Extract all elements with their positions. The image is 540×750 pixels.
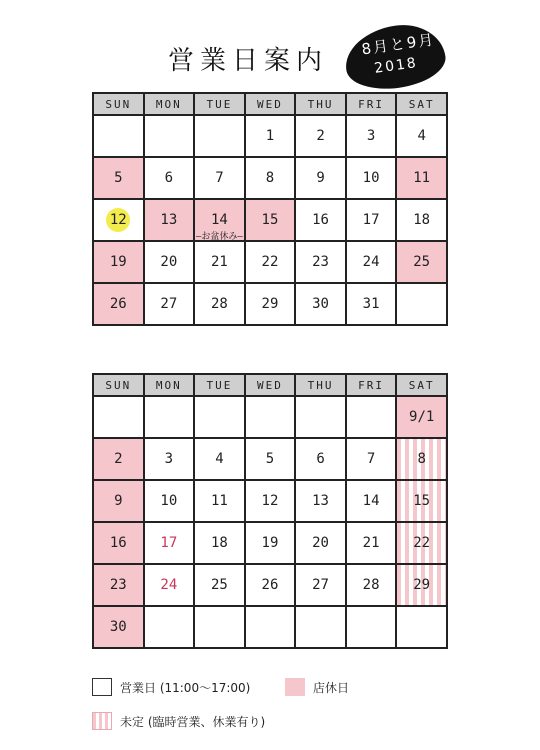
day-number: 11 [413, 170, 431, 186]
day-cell [144, 522, 195, 564]
day-number: 1 [265, 128, 275, 144]
day-number: 9 [114, 493, 123, 509]
day-number: 4 [417, 128, 426, 144]
day-number: 4 [215, 451, 224, 467]
day-cell [194, 438, 245, 480]
day-cell [295, 564, 346, 606]
day-cell [346, 283, 397, 325]
day-number: 26 [109, 296, 127, 312]
badge-year: 2018 [373, 54, 419, 77]
empty-cell [93, 396, 144, 438]
weekday-header-row [93, 374, 447, 396]
day-cell [194, 480, 245, 522]
day-number: 28 [362, 577, 380, 593]
weekday-header-row [93, 93, 447, 115]
legend-closed-label: 店休日 [313, 681, 350, 695]
week-row [93, 396, 447, 438]
empty-cell [245, 606, 296, 648]
empty-cell [194, 606, 245, 648]
day-number: 30 [109, 619, 127, 635]
day-cell [194, 564, 245, 606]
day-cell [396, 438, 447, 480]
day-cell [245, 157, 296, 199]
day-cell [245, 438, 296, 480]
day-number: 29 [261, 296, 279, 312]
day-cell [194, 199, 245, 241]
weekday-sun: SUN [93, 374, 144, 396]
badge-months: 8月と9月 [360, 30, 437, 59]
day-cell [346, 480, 397, 522]
day-number: 9 [316, 170, 325, 186]
day-cell [295, 199, 346, 241]
day-cell [245, 115, 296, 157]
day-number: 27 [312, 577, 329, 593]
day-cell [295, 522, 346, 564]
day-number: 15 [261, 212, 279, 228]
calendar-august [92, 92, 448, 326]
weekday-wed: WED [245, 374, 296, 396]
day-cell [346, 522, 397, 564]
day-cell [295, 241, 346, 283]
day-cell [295, 157, 346, 199]
week-row [93, 199, 447, 241]
day-number: 24 [160, 577, 178, 593]
day-number: 18 [210, 535, 228, 551]
day-cell [194, 241, 245, 283]
day-cell [396, 115, 447, 157]
empty-cell [396, 283, 447, 325]
day-cell [144, 241, 195, 283]
day-cell [295, 480, 346, 522]
day-number: 19 [261, 535, 279, 551]
day-cell [93, 480, 144, 522]
day-number: 10 [362, 170, 380, 186]
empty-cell [295, 396, 346, 438]
page-title: 営業日案内 [168, 46, 329, 76]
day-cell [346, 241, 397, 283]
day-number: 25 [413, 254, 431, 270]
week-row [93, 157, 447, 199]
day-number: 10 [160, 493, 178, 509]
day-cell [295, 283, 346, 325]
day-number: 5 [265, 451, 275, 467]
day-number: 15 [413, 493, 431, 509]
day-cell [295, 438, 346, 480]
day-cell [93, 564, 144, 606]
day-number: 6 [316, 451, 325, 467]
day-number: 29 [413, 577, 431, 593]
week-row [93, 522, 447, 564]
day-number: 19 [109, 254, 127, 270]
day-number: 21 [362, 535, 380, 551]
day-number: 2 [316, 128, 325, 144]
day-number: 22 [261, 254, 279, 270]
day-number: 5 [114, 170, 123, 186]
week-row [93, 564, 447, 606]
weekday-tue: TUE [194, 93, 245, 115]
weekday-sat: SAT [396, 93, 447, 115]
legend-undecided-label: 未定 (臨時営業、休業有り) [120, 715, 266, 729]
day-number: 7 [366, 451, 376, 467]
day-number: 31 [362, 296, 380, 312]
week-row [93, 480, 447, 522]
day-number: 2 [114, 451, 123, 467]
day-cell [144, 564, 195, 606]
calendar-september [92, 373, 448, 649]
day-cell [396, 157, 447, 199]
day-number: 26 [261, 577, 279, 593]
day-cell [245, 199, 296, 241]
legend-undecided-swatch [92, 712, 112, 730]
weekday-fri: FRI [346, 374, 397, 396]
day-number: 22 [413, 535, 431, 551]
day-number: 12 [261, 493, 279, 509]
day-cell [194, 283, 245, 325]
day-number: 25 [210, 577, 228, 593]
day-number: 18 [413, 212, 431, 228]
day-cell [396, 564, 447, 606]
day-number: 6 [164, 170, 174, 186]
day-cell [396, 199, 447, 241]
day-cell [396, 522, 447, 564]
day-cell [245, 564, 296, 606]
week-row [93, 115, 447, 157]
weekday-thu: THU [295, 374, 346, 396]
empty-cell [245, 396, 296, 438]
day-number: 17 [160, 535, 178, 551]
day-number: 13 [160, 212, 178, 228]
empty-cell [396, 606, 447, 648]
weekday-thu: THU [295, 93, 346, 115]
empty-cell [93, 115, 144, 157]
day-cell [144, 480, 195, 522]
weekday-wed: WED [245, 93, 296, 115]
day-note: —お盆休み— [195, 232, 243, 242]
day-number: 14 [210, 212, 228, 228]
day-number: 21 [210, 254, 228, 270]
week-row [93, 241, 447, 283]
day-number: 16 [312, 212, 329, 228]
day-number: 23 [109, 577, 127, 593]
day-number: 8 [265, 170, 275, 186]
day-cell [144, 199, 195, 241]
empty-cell [194, 115, 245, 157]
day-cell [346, 564, 397, 606]
empty-cell [346, 606, 397, 648]
weekday-fri: FRI [346, 93, 397, 115]
day-cell [93, 438, 144, 480]
day-number: 12 [106, 208, 130, 232]
month-badge [341, 19, 449, 94]
empty-cell [144, 606, 195, 648]
week-row [93, 438, 447, 480]
weekday-sun: SUN [93, 93, 144, 115]
day-cell [346, 438, 397, 480]
week-row [93, 606, 447, 648]
day-number: 9/1 [409, 409, 435, 425]
day-cell [396, 241, 447, 283]
day-cell [93, 157, 144, 199]
day-number: 11 [210, 493, 228, 509]
empty-cell [295, 606, 346, 648]
empty-cell [194, 396, 245, 438]
day-cell [144, 283, 195, 325]
legend-business-swatch [92, 678, 112, 696]
weekday-sat: SAT [396, 374, 447, 396]
empty-cell [346, 396, 397, 438]
day-cell [194, 522, 245, 564]
day-number: 8 [417, 451, 426, 467]
legend-closed-swatch [285, 678, 305, 696]
weekday-tue: TUE [194, 374, 245, 396]
empty-cell [144, 115, 195, 157]
day-number: 20 [160, 254, 178, 270]
day-cell [346, 115, 397, 157]
empty-cell [144, 396, 195, 438]
day-number: 14 [362, 493, 380, 509]
day-cell [245, 283, 296, 325]
legend-business-label: 営業日 (11:00〜17:00) [120, 681, 251, 695]
day-cell [245, 241, 296, 283]
day-cell [295, 115, 346, 157]
day-number: 24 [362, 254, 380, 270]
day-number: 23 [312, 254, 329, 270]
day-number: 17 [362, 212, 380, 228]
weekday-mon: MON [144, 93, 195, 115]
day-number: 3 [366, 128, 376, 144]
day-cell [396, 396, 447, 438]
day-cell [346, 157, 397, 199]
day-cell [245, 522, 296, 564]
day-number: 16 [109, 535, 127, 551]
day-cell [144, 157, 195, 199]
day-cell [93, 283, 144, 325]
day-cell [245, 480, 296, 522]
day-cell [93, 606, 144, 648]
day-cell [93, 199, 144, 241]
day-cell [346, 199, 397, 241]
day-number: 20 [312, 535, 329, 551]
day-number: 7 [215, 170, 224, 186]
day-cell [144, 438, 195, 480]
day-cell [93, 241, 144, 283]
day-number: 3 [164, 451, 174, 467]
day-cell [194, 157, 245, 199]
week-row [93, 283, 447, 325]
day-number: 13 [312, 493, 329, 509]
day-number: 28 [210, 296, 228, 312]
day-number: 27 [160, 296, 178, 312]
day-number: 30 [312, 296, 329, 312]
weekday-mon: MON [144, 374, 195, 396]
day-cell [396, 480, 447, 522]
day-cell [93, 522, 144, 564]
